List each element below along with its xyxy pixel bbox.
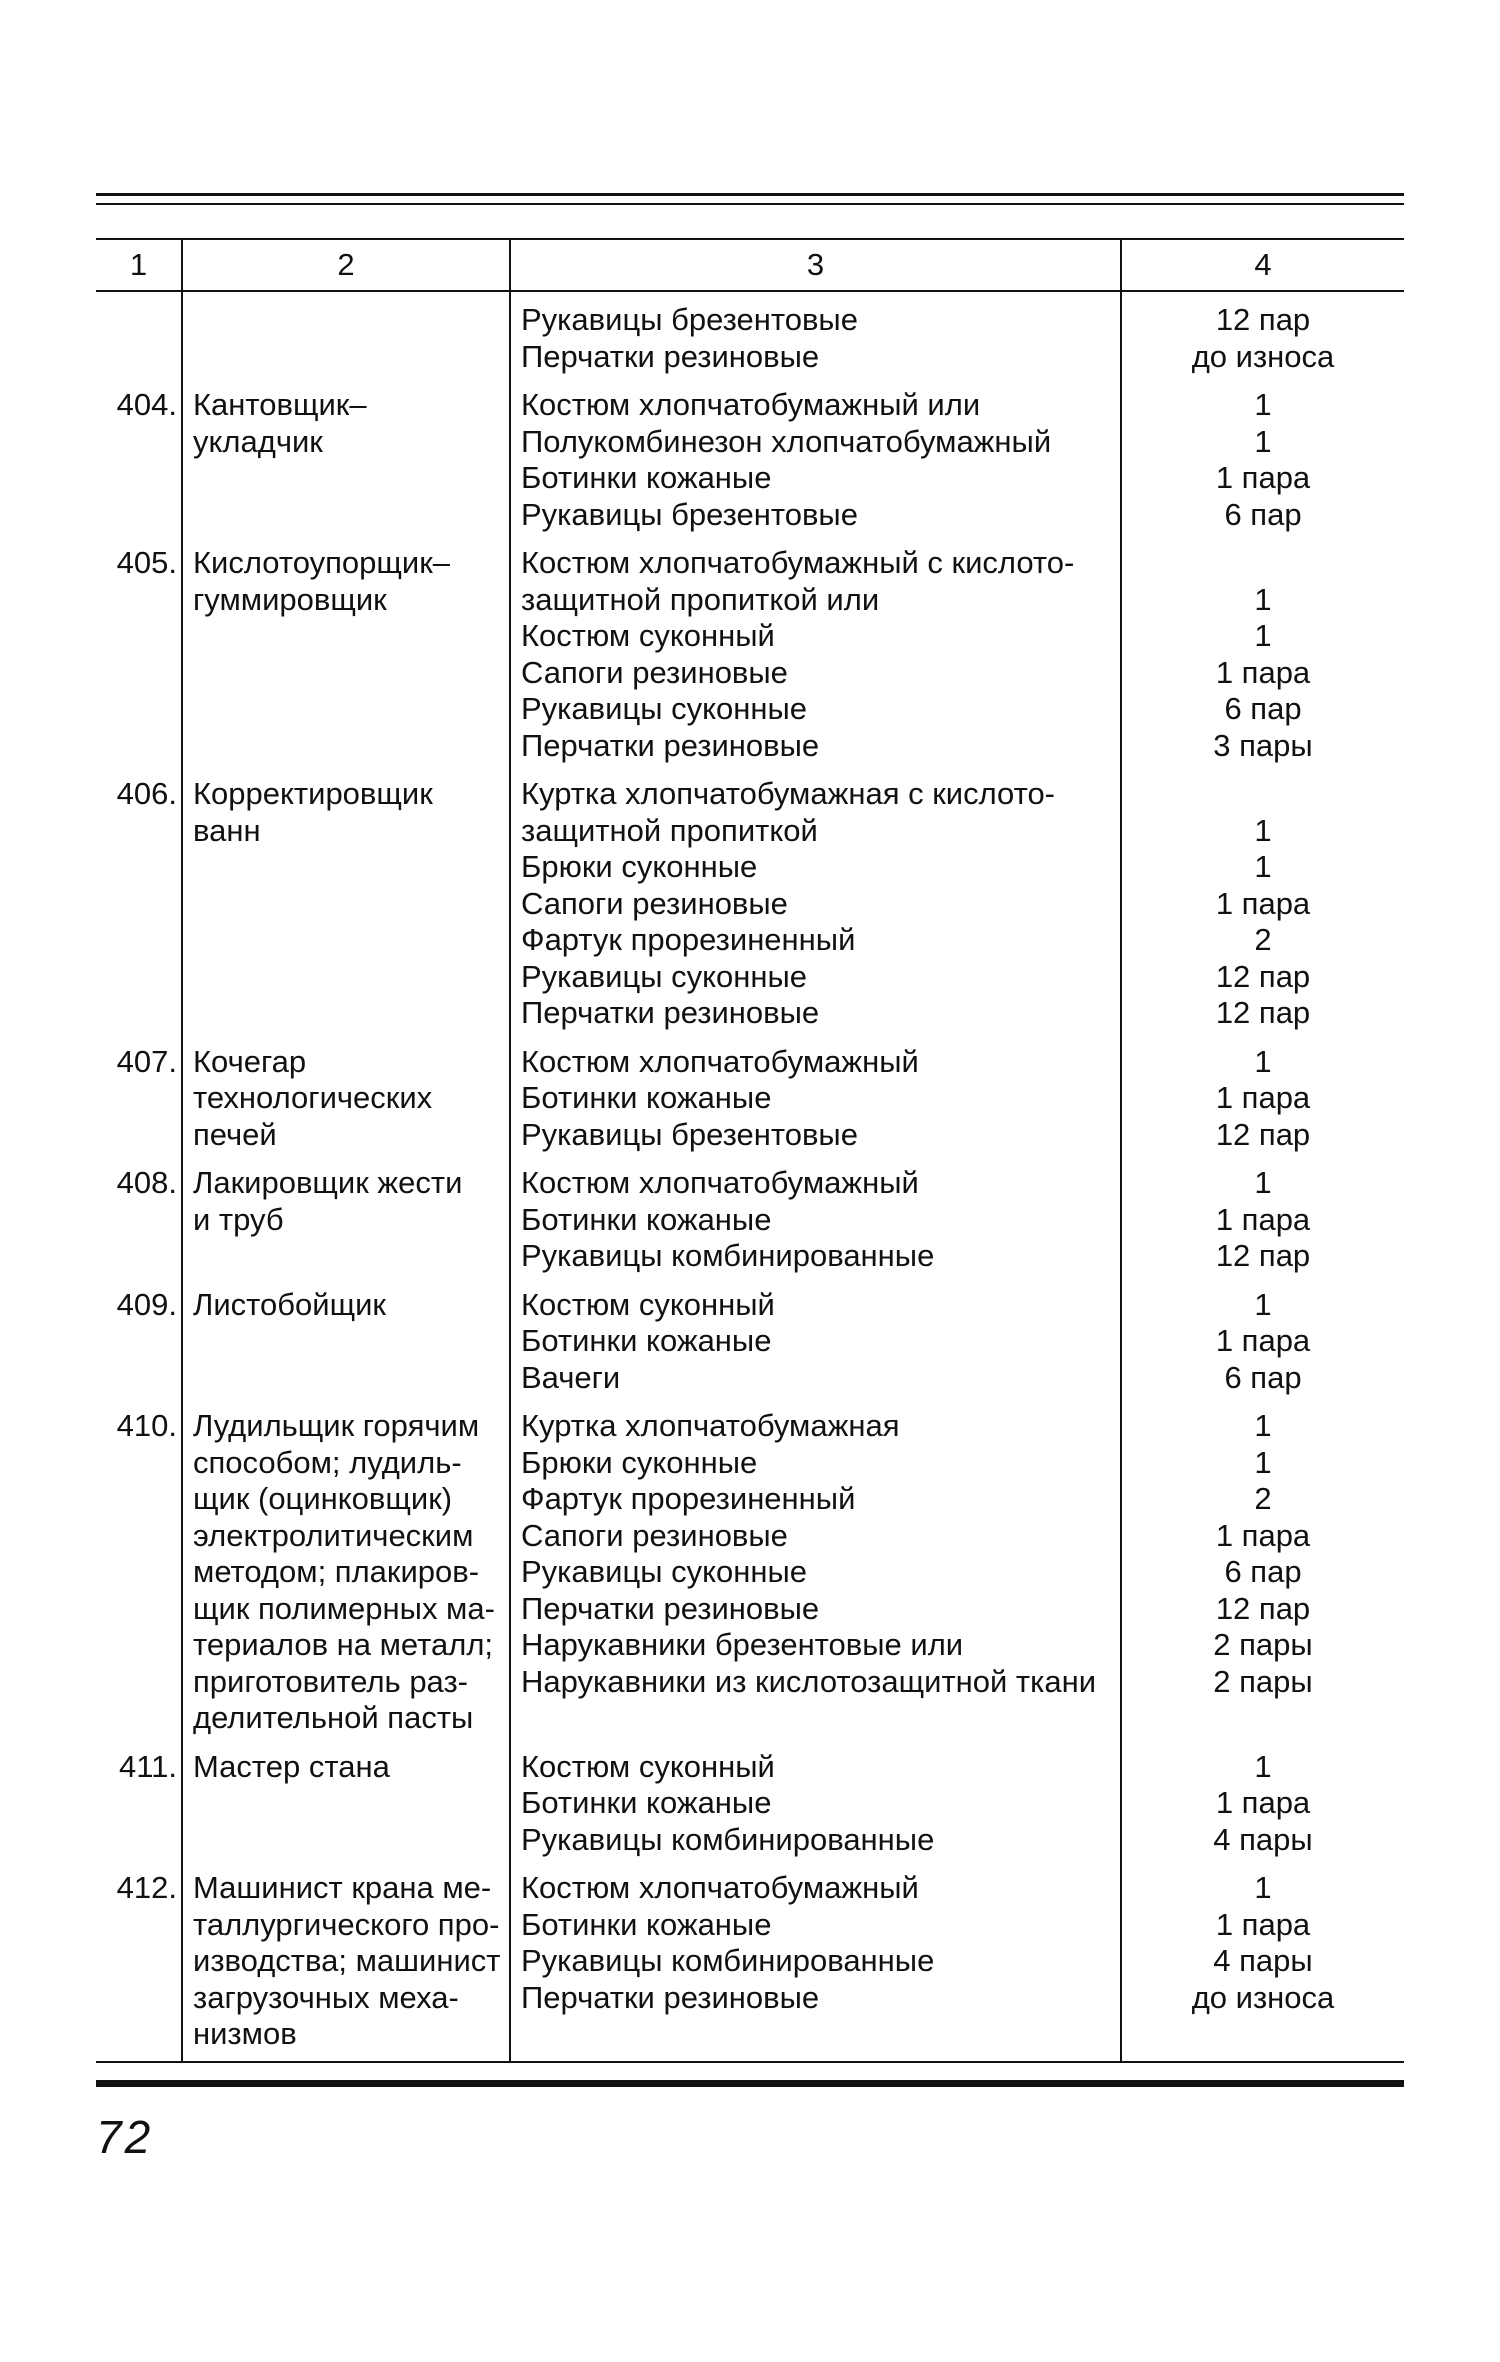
entry-number: 407. — [116, 1043, 177, 1079]
item-name-line: Перчатки резиновые — [521, 338, 820, 374]
item-quantity: 1 пара — [1215, 1785, 1311, 1820]
item-quantity: 1 пара — [1215, 1906, 1311, 1942]
occupation-cell — [182, 291, 510, 387]
item-quantity: 4 пары — [1213, 1943, 1313, 1978]
occupation-line: Кочегар — [193, 1043, 307, 1079]
occupation-line: гуммировщик — [193, 581, 387, 617]
items-cell — [510, 291, 1121, 387]
table-row — [96, 1287, 1404, 1409]
items-cell — [510, 776, 1121, 1044]
item-name-line: Костюм суконный — [521, 618, 775, 653]
items-cell — [510, 1749, 1121, 1871]
occupation-line: Кантовщик– — [193, 387, 367, 422]
item-name-line: Нарукавники брезентовые или — [521, 1627, 964, 1662]
entry-number: 408. — [116, 1165, 177, 1200]
item-name-line: Ботинки кожаные — [521, 1201, 772, 1237]
quantity-cell — [1121, 1165, 1404, 1287]
item-name-line: Перчатки резиновые — [521, 1590, 820, 1626]
item-quantity: 1 пара — [1215, 1323, 1311, 1358]
occupation-line: изводства; машинист — [193, 1943, 501, 1978]
item-name-line: Куртка хлопчатобумажная — [521, 1408, 900, 1443]
item-name-line: защитной пропиткой или — [521, 581, 880, 617]
table-row — [96, 291, 1404, 387]
entry-number: 405. — [116, 545, 177, 580]
item-quantity: 1 — [1254, 1286, 1272, 1322]
occupation-line: технологических — [193, 1080, 433, 1115]
item-name-line: Костюм суконный — [521, 1286, 775, 1322]
item-quantity: 6 пар — [1224, 1554, 1302, 1589]
occupation-line: делительной пасты — [193, 1700, 474, 1735]
occupation-line: методом; плакиров- — [193, 1554, 480, 1589]
header-col-2: 2 — [182, 239, 510, 291]
item-quantity: 1 пара — [1215, 1080, 1311, 1115]
item-quantity: 2 — [1254, 922, 1272, 957]
item-quantity: 12 пар — [1215, 958, 1311, 994]
item-quantity: 1 — [1254, 849, 1272, 884]
item-name-line: Рукавицы брезентовые — [521, 302, 858, 337]
page-number: 72 — [96, 2111, 154, 2163]
item-quantity: 6 пар — [1224, 1359, 1302, 1395]
item-name-line: Костюм хлопчатобумажный — [521, 1870, 919, 1905]
item-quantity: 1 — [1254, 423, 1272, 459]
protective-clothing-table — [96, 238, 1404, 2063]
item-name-line: Костюм хлопчатобумажный или — [521, 387, 981, 422]
table-row — [96, 1408, 1404, 1749]
top-rule-thick — [96, 193, 1404, 196]
entry-number: 409. — [116, 1286, 177, 1322]
occupation-line: электролитическим — [193, 1517, 474, 1553]
item-name-line: Ботинки кожаные — [521, 1080, 772, 1115]
item-quantity: 1 пара — [1215, 1517, 1311, 1553]
item-name-line: Костюм хлопчатобумажный — [521, 1165, 919, 1200]
occupation-line: укладчик — [193, 423, 323, 459]
occupation-line: Листобойщик — [193, 1286, 386, 1322]
item-name-line: Сапоги резиновые — [521, 885, 788, 921]
quantity-cell — [1121, 1044, 1404, 1166]
item-name-line: Вачеги — [521, 1359, 621, 1395]
occupation-line: щик полимерных ма- — [193, 1590, 495, 1626]
item-quantity: 1 — [1254, 812, 1272, 848]
quantity-spacer — [1122, 545, 1404, 582]
item-quantity: 1 — [1254, 1408, 1272, 1443]
item-name-line: Фартук прорезиненный — [521, 1481, 856, 1516]
item-name-line: Ботинки кожаные — [521, 460, 772, 495]
occupation-line: Кислотоупорщик– — [193, 545, 451, 580]
quantity-cell — [1121, 1749, 1404, 1871]
items-cell — [510, 545, 1121, 776]
item-name-line: Перчатки резиновые — [521, 727, 820, 763]
item-quantity: 1 пара — [1215, 885, 1311, 921]
item-name-line: Куртка хлопчатобумажная с кислото- — [521, 776, 1056, 811]
quantity-cell — [1121, 291, 1404, 387]
item-quantity: 2 пары — [1213, 1663, 1313, 1699]
table-row — [96, 1165, 1404, 1287]
item-quantity: 12 пар — [1215, 1116, 1311, 1152]
quantity-cell — [1121, 1287, 1404, 1409]
item-name-line: Ботинки кожаные — [521, 1906, 772, 1942]
item-quantity: 1 пара — [1215, 460, 1311, 495]
item-quantity: 4 пары — [1213, 1821, 1313, 1857]
occupation-cell — [182, 545, 510, 776]
entry-number: 411. — [118, 1748, 177, 1784]
occupation-line: и труб — [193, 1201, 284, 1237]
item-name-line: Рукавицы брезентовые — [521, 496, 858, 532]
occupation-cell — [182, 1749, 510, 1871]
item-name-line: Костюм хлопчатобумажный — [521, 1043, 919, 1079]
item-quantity: 1 — [1254, 1870, 1272, 1905]
items-cell — [510, 1408, 1121, 1749]
item-name-line: Костюм хлопчатобумажный с кислото- — [521, 545, 1075, 580]
occupation-cell — [182, 776, 510, 1044]
item-quantity: 6 пар — [1224, 691, 1302, 726]
item-name-line: Костюм суконный — [521, 1748, 775, 1784]
entry-number — [96, 291, 182, 387]
table-row — [96, 545, 1404, 776]
quantity-cell — [1121, 776, 1404, 1044]
item-quantity: 2 пары — [1213, 1627, 1313, 1662]
table-header-row — [96, 239, 1404, 291]
quantity-spacer — [1122, 776, 1404, 813]
table-body — [96, 291, 1404, 2062]
occupation-line: низмов — [193, 2016, 297, 2051]
item-quantity: 1 — [1254, 1043, 1272, 1079]
occupation-line: щик (оцинковщик) — [193, 1481, 453, 1516]
item-name-line: Брюки суконные — [521, 849, 758, 884]
item-quantity: 12 пар — [1215, 995, 1311, 1030]
occupation-cell — [182, 1044, 510, 1166]
occupation-line: таллургического про- — [193, 1906, 500, 1942]
item-quantity: 1 — [1254, 387, 1272, 422]
item-quantity: до износа — [1191, 338, 1335, 374]
item-name-line: защитной пропиткой — [521, 812, 818, 848]
item-quantity: 6 пар — [1224, 496, 1302, 532]
occupation-cell — [182, 387, 510, 545]
items-cell — [510, 1165, 1121, 1287]
item-name-line: Нарукавники из кислотозащитной ткани — [521, 1663, 1097, 1699]
occupation-line: Мастер стана — [193, 1748, 390, 1784]
item-quantity: 1 пара — [1215, 1201, 1311, 1237]
item-quantity: 3 пары — [1213, 727, 1313, 763]
table-row — [96, 1749, 1404, 1871]
occupation-cell — [182, 1408, 510, 1749]
occupation-line: Лакировщик жести — [193, 1165, 463, 1200]
item-name-line: Рукавицы суконные — [521, 958, 808, 994]
entry-number: 406. — [116, 776, 177, 811]
item-quantity: 1 — [1254, 1748, 1272, 1784]
entry-number: 412. — [96, 1870, 182, 2062]
items-cell — [510, 1287, 1121, 1409]
entry-number: 410. — [116, 1408, 177, 1443]
item-name-line: Ботинки кожаные — [521, 1323, 772, 1358]
item-name-line: Рукавицы комбинированные — [521, 1238, 935, 1273]
item-quantity: до износа — [1191, 1979, 1335, 2015]
item-quantity: 1 пара — [1215, 654, 1311, 690]
occupation-cell — [182, 1287, 510, 1409]
item-quantity: 12 пар — [1215, 1590, 1311, 1626]
items-cell — [510, 1870, 1121, 2062]
item-quantity: 1 — [1254, 1165, 1272, 1200]
items-cell — [510, 1044, 1121, 1166]
item-name-line: Рукавицы брезентовые — [521, 1116, 858, 1152]
bottom-rule-thick — [96, 2080, 1404, 2087]
occupation-line: Машинист крана ме- — [193, 1870, 492, 1905]
item-name-line: Брюки суконные — [521, 1444, 758, 1480]
item-name-line: Рукавицы суконные — [521, 1554, 808, 1589]
occupation-line: способом; лудиль- — [193, 1444, 462, 1480]
item-quantity: 2 — [1254, 1481, 1272, 1516]
table-row — [96, 1870, 1404, 2062]
item-name-line: Сапоги резиновые — [521, 1517, 788, 1553]
item-name-line: Перчатки резиновые — [521, 1979, 820, 2015]
header-col-4: 4 — [1121, 239, 1404, 291]
occupation-cell — [182, 1870, 510, 2062]
table-row — [96, 1044, 1404, 1166]
occupation-line: Лудильщик горячим — [193, 1408, 480, 1443]
occupation-line: загрузочных меха- — [193, 1979, 459, 2015]
occupation-line: приготовитель раз- — [193, 1663, 468, 1699]
item-name-line: Полукомбинезон хлопчатобумажный — [521, 423, 1052, 459]
item-name-line: Рукавицы комбинированные — [521, 1943, 935, 1978]
item-name-line: Рукавицы комбинированные — [521, 1821, 935, 1857]
occupation-line: териалов на металл; — [193, 1627, 494, 1662]
table-row — [96, 387, 1404, 545]
quantity-cell — [1121, 545, 1404, 776]
item-quantity: 1 — [1254, 618, 1272, 653]
item-quantity: 1 — [1254, 1444, 1272, 1480]
entry-number: 404. — [116, 387, 177, 422]
item-name-line: Сапоги резиновые — [521, 654, 788, 690]
items-cell — [510, 387, 1121, 545]
quantity-cell — [1121, 1870, 1404, 2062]
item-name-line: Ботинки кожаные — [521, 1785, 772, 1820]
top-rule-thin — [96, 203, 1404, 205]
header-col-1: 1 — [96, 239, 182, 291]
item-name-line: Перчатки резиновые — [521, 995, 820, 1030]
item-name-line: Фартук прорезиненный — [521, 922, 856, 957]
item-quantity: 1 — [1254, 581, 1272, 617]
table-row — [96, 776, 1404, 1044]
item-quantity: 12 пар — [1215, 1238, 1311, 1273]
occupation-line: ванн — [193, 812, 261, 848]
item-quantity: 12 пар — [1215, 302, 1311, 337]
occupation-line: печей — [193, 1116, 277, 1152]
header-col-3: 3 — [510, 239, 1121, 291]
quantity-cell — [1121, 387, 1404, 545]
quantity-cell — [1121, 1408, 1404, 1749]
occupation-cell — [182, 1165, 510, 1287]
item-name-line: Рукавицы суконные — [521, 691, 808, 726]
occupation-line: Корректировщик — [193, 776, 433, 811]
